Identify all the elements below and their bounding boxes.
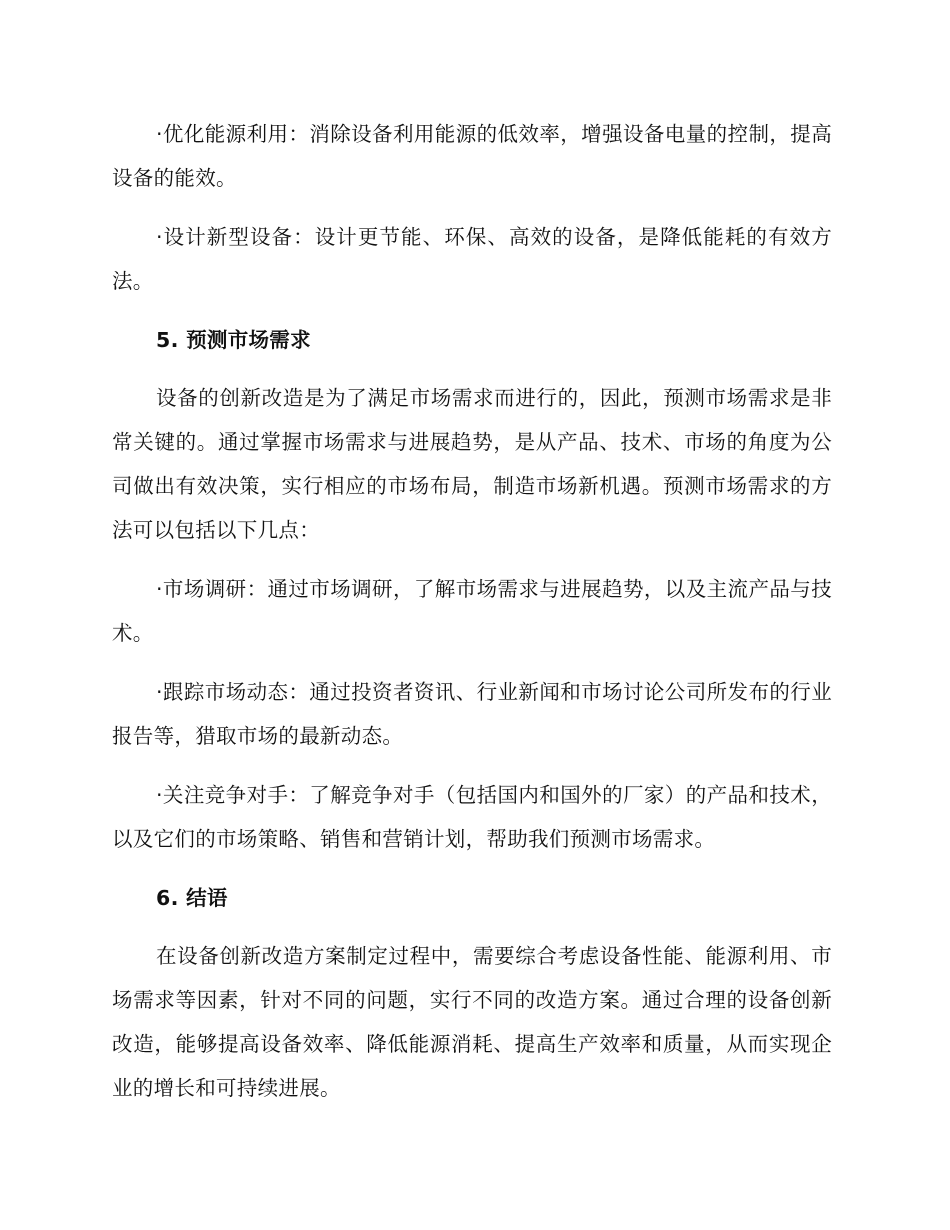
document-body — [112, 112, 832, 1125]
bullet-track-market-dynamics: ·跟踪市场动态：通过投资者资讯、行业新闻和市场讨论公司所发布的行业报告等，猎取市场的最新动态。 — [112, 680, 832, 748]
conclusion-paragraph: 在设备创新改造方案制定过程中，需要综合考虑设备性能、能源利用、市场需求等因素，针对不同的问题，实行不同的改造方案。通过合理的设备创新改造，能够提高设备效率、降低能源消耗、提高生产效率和质量，从而实现企业的增长和可持续进展。 — [112, 944, 832, 1100]
bullet-market-research: ·市场调研：通过市场调研，了解市场需求与进展趋势，以及主流产品与技术。 — [112, 577, 832, 645]
section-heading-forecast-demand: 5. 预测市场需求 — [156, 328, 311, 352]
bullet-optimize-energy: ·优化能源利用：消除设备利用能源的低效率，增强设备电量的控制，提高设备的能效。 — [112, 122, 832, 190]
bullet-design-new-equipment: ·设计新型设备：设计更节能、环保、高效的设备，是降低能耗的有效方法。 — [112, 225, 832, 293]
section5-intro-paragraph: 设备的创新改造是为了满足市场需求而进行的，因此，预测市场需求是非常关键的。通过掌握市场需求与进展趋势，是从产品、技术、市场的角度为公司做出有效决策，实行相应的市场布局，制造市场新机遇。预测市场需求的方法可以包括以下几点： — [112, 386, 832, 542]
section-heading-conclusion: 6. 结语 — [156, 886, 228, 910]
bullet-watch-competitors: ·关注竞争对手：了解竞争对手（包括国内和国外的厂家）的产品和技术，以及它们的市场策略、销售和营销计划，帮助我们预测市场需求。 — [112, 783, 832, 851]
